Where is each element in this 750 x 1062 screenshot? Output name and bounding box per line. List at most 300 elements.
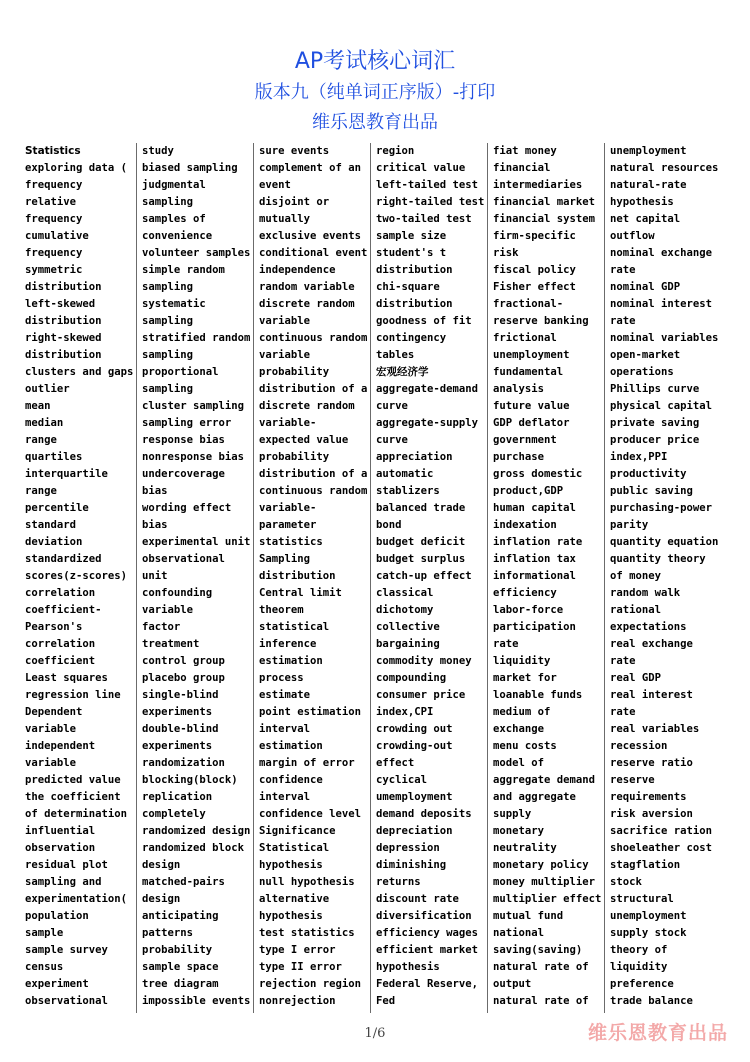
vocab-line: symmetric xyxy=(25,264,83,276)
vocab-line: nominal exchange xyxy=(610,247,713,259)
vocab-line: shoeleather cost xyxy=(610,842,713,854)
vocab-line: sampling xyxy=(142,281,194,293)
vocab-line: real interest xyxy=(610,689,693,701)
vocab-line: monetary xyxy=(493,825,545,837)
vocab-line: real GDP xyxy=(610,672,662,684)
vocab-line: crowding-out xyxy=(376,740,453,752)
vocab-line: financial system xyxy=(493,213,596,225)
vocab-line: budget surplus xyxy=(376,553,466,565)
vocab-line: open-market xyxy=(610,349,681,361)
vocab-line: model of xyxy=(493,757,545,769)
vocab-line: bias xyxy=(142,519,168,531)
vocab-line: firm-specific xyxy=(493,230,576,242)
vocab-line: cluster sampling xyxy=(142,400,245,412)
vocab-line: variable xyxy=(25,757,77,769)
vocab-line: outflow xyxy=(610,230,655,242)
vocab-line: experimentation( xyxy=(25,893,128,905)
vocab-line: inflation rate xyxy=(493,536,583,548)
vocab-line: process xyxy=(259,672,304,684)
vocab-line: correlation xyxy=(25,638,96,650)
vocab-line: curve xyxy=(376,434,408,446)
vocab-line: index,PPI xyxy=(610,451,668,463)
vocab-line: random variable xyxy=(259,281,355,293)
vocab-line: nominal interest xyxy=(610,298,713,310)
vocab-line: variable xyxy=(25,723,77,735)
vocab-line: randomized block xyxy=(142,842,245,854)
vocab-line: commodity money xyxy=(376,655,472,667)
vocab-line: risk xyxy=(493,247,519,259)
vocab-line: mean xyxy=(25,400,51,412)
vocab-line: expected value xyxy=(259,434,349,446)
vocab-line: classical xyxy=(376,587,434,599)
vocab-line: nonrejection xyxy=(259,995,336,1007)
vocab-line: unemployment xyxy=(493,349,570,361)
vocab-line: effect xyxy=(376,757,415,769)
vocab-line: liquidity xyxy=(610,961,668,973)
vocab-line: event xyxy=(259,179,291,191)
vocab-line: GDP deflator xyxy=(493,417,570,429)
vocab-line: variable xyxy=(259,349,311,361)
vocab-line: sampling xyxy=(142,383,194,395)
vocab-line: recession xyxy=(610,740,668,752)
vocab-line: diversification xyxy=(376,910,472,922)
vocab-line: labor-force xyxy=(493,604,564,616)
vocab-line: observational xyxy=(25,995,108,1007)
vocab-line: single-blind xyxy=(142,689,219,701)
vocab-line: distribution xyxy=(376,298,453,310)
vocab-line: depression xyxy=(376,842,440,854)
word-column-3 xyxy=(255,143,368,1013)
vocab-line: Significance xyxy=(259,825,336,837)
vocab-line: saving(saving) xyxy=(493,944,583,956)
vocab-line: design xyxy=(142,859,181,871)
vocab-line: structural xyxy=(610,893,674,905)
vocab-line: nominal GDP xyxy=(610,281,681,293)
vocab-line: of money xyxy=(610,570,662,582)
vocab-line: outlier xyxy=(25,383,70,395)
vocab-line: test statistics xyxy=(259,927,355,939)
vocab-line: convenience xyxy=(142,230,213,242)
vocab-line: random walk xyxy=(610,587,681,599)
vocab-line: Dependent xyxy=(25,706,83,718)
vocab-line: unemployment xyxy=(610,145,687,157)
vocab-line: bargaining xyxy=(376,638,440,650)
vocab-line: population xyxy=(25,910,89,922)
vocab-line: randomized design xyxy=(142,825,251,837)
vocab-line: Fisher effect xyxy=(493,281,576,293)
vocab-line: coefficient xyxy=(25,655,96,667)
vocab-line: aggregate-demand xyxy=(376,383,479,395)
vocab-line: confidence level xyxy=(259,808,362,820)
vocab-line: contingency xyxy=(376,332,447,344)
vocab-line: type I error xyxy=(259,944,336,956)
vocab-line: estimation xyxy=(259,740,323,752)
vocab-line: rate xyxy=(610,264,636,276)
vocab-line: appreciation xyxy=(376,451,453,463)
vocab-line: null hypothesis xyxy=(259,876,355,888)
vocab-line: conditional event xyxy=(259,247,368,259)
vocab-line: probability xyxy=(142,944,213,956)
vocab-line: placebo group xyxy=(142,672,225,684)
vocab-line: distribution xyxy=(376,264,453,276)
vocab-line: treatment xyxy=(142,638,200,650)
vocab-line: menu costs xyxy=(493,740,557,752)
vocab-line: reserve banking xyxy=(493,315,589,327)
column-divider xyxy=(253,143,254,1013)
vocab-line: consumer price xyxy=(376,689,466,701)
vocab-line: residual plot xyxy=(25,859,108,871)
vocab-line: control group xyxy=(142,655,225,667)
vocab-line: of determination xyxy=(25,808,128,820)
vocab-line: exploring data ( xyxy=(25,162,128,174)
vocab-line: experiments xyxy=(142,740,213,752)
vocab-line: purchase xyxy=(493,451,545,463)
vocab-line: unit xyxy=(142,570,168,582)
vocab-line: inference xyxy=(259,638,317,650)
word-column-1 xyxy=(21,143,134,1013)
vocab-line: parity xyxy=(610,519,649,531)
vocab-line: mutual fund xyxy=(493,910,564,922)
vocab-line: type II error xyxy=(259,961,342,973)
vocab-line: natural rate of xyxy=(493,995,589,1007)
word-column-5 xyxy=(489,143,602,1013)
vocab-line: complement of an xyxy=(259,162,362,174)
vocab-line: efficiency wages xyxy=(376,927,479,939)
vocab-line: rate xyxy=(610,655,636,667)
vocab-line: range xyxy=(25,485,57,497)
vocab-line: Phillips curve xyxy=(610,383,700,395)
vocab-line: variable xyxy=(142,604,194,616)
vocab-line: returns xyxy=(376,876,421,888)
vocab-line: exclusive events xyxy=(259,230,362,242)
vocab-line: stagflation xyxy=(610,859,681,871)
vocab-line: compounding xyxy=(376,672,447,684)
vocab-line: private saving xyxy=(610,417,700,429)
vocab-line: natural resources xyxy=(610,162,719,174)
vocab-line: neutrality xyxy=(493,842,557,854)
vocab-line: census xyxy=(25,961,64,973)
vocab-line: index,CPI xyxy=(376,706,434,718)
vocab-line: physical capital xyxy=(610,400,713,412)
vocab-line: umemployment xyxy=(376,791,453,803)
vocab-line: variable xyxy=(259,315,311,327)
vocab-line: nonresponse bias xyxy=(142,451,245,463)
vocab-line: distribution xyxy=(259,570,336,582)
vocab-line: two-tailed test xyxy=(376,213,472,225)
vocab-line: student's t xyxy=(376,247,447,259)
vocab-line: estimate xyxy=(259,689,311,701)
vocab-line: proportional xyxy=(142,366,219,378)
vocab-line: trade balance xyxy=(610,995,693,1007)
vocab-line: clusters and gaps xyxy=(25,366,134,378)
vocab-line: operations xyxy=(610,366,674,378)
vocab-line: purchasing-power xyxy=(610,502,713,514)
vocab-line: discount rate xyxy=(376,893,459,905)
word-column-2 xyxy=(138,143,251,1013)
vocab-line: net capital xyxy=(610,213,681,225)
vocab-line: cyclical xyxy=(376,774,428,786)
page-number: 1/6 xyxy=(364,1026,386,1041)
vocab-line: frictional xyxy=(493,332,557,344)
vocab-line: experimental unit xyxy=(142,536,251,548)
vocab-line: standard xyxy=(25,519,77,531)
vocab-line: quantity equation xyxy=(610,536,719,548)
vocab-line: Central limit xyxy=(259,587,342,599)
vocab-line: volunteer samples xyxy=(142,247,251,259)
vocab-line: left-tailed test xyxy=(376,179,479,191)
vocab-line: hypothesis xyxy=(259,910,323,922)
vocab-line: margin of error xyxy=(259,757,355,769)
vocab-line: indexation xyxy=(493,519,557,531)
vocab-line: right-tailed test xyxy=(376,196,485,208)
vocab-line: region xyxy=(376,145,415,157)
vocab-line: critical value xyxy=(376,162,466,174)
vocab-line: replication xyxy=(142,791,213,803)
vocab-line: distribution xyxy=(25,349,102,361)
vocab-line: national xyxy=(493,927,545,939)
vocab-line: confounding xyxy=(142,587,213,599)
vocab-line: correlation xyxy=(25,587,96,599)
vocab-line: theorem xyxy=(259,604,304,616)
vocab-line: impossible events xyxy=(142,995,251,1007)
vocab-line: relative xyxy=(25,196,77,208)
watermark-logo: 维乐恩教育出品 xyxy=(587,1022,728,1044)
vocab-line: financial market xyxy=(493,196,596,208)
vocab-line: coefficient- xyxy=(25,604,102,616)
vocab-line: supply stock xyxy=(610,927,687,939)
vocab-line: independence xyxy=(259,264,336,276)
vocab-line: undercoverage xyxy=(142,468,225,480)
vocab-line: double-blind xyxy=(142,723,219,735)
vocab-line: medium of xyxy=(493,706,551,718)
vocab-line: probability xyxy=(259,366,330,378)
vocab-line: range xyxy=(25,434,57,446)
vocab-line: aggregate-supply xyxy=(376,417,479,429)
vocab-line: patterns xyxy=(142,927,194,939)
vocab-line: median xyxy=(25,417,64,429)
vocab-line: interval xyxy=(259,791,311,803)
vocab-line: natural rate of xyxy=(493,961,589,973)
vocab-line: theory of xyxy=(610,944,668,956)
vocab-line: hypothesis xyxy=(376,961,440,973)
vocab-line: diminishing xyxy=(376,859,447,871)
vocab-line: stock xyxy=(610,876,642,888)
vocab-line: quantity theory xyxy=(610,553,706,565)
vocab-line: expectations xyxy=(610,621,687,633)
vocab-line: output xyxy=(493,978,532,990)
vocab-line: analysis xyxy=(493,383,545,395)
vocab-line: sampling xyxy=(142,349,194,361)
vocab-line: distribution xyxy=(25,315,102,327)
vocab-line: loanable funds xyxy=(493,689,583,701)
vocab-line: variable- xyxy=(259,417,317,429)
vocab-line: rate xyxy=(610,315,636,327)
vocab-line: natural-rate xyxy=(610,179,687,191)
vocab-line: experiments xyxy=(142,706,213,718)
vocab-line: predicted value xyxy=(25,774,121,786)
vocab-line: collective xyxy=(376,621,440,633)
vocab-line: interval xyxy=(259,723,311,735)
vocab-line: discrete random xyxy=(259,400,355,412)
publisher-line: 维乐恩教育出品 xyxy=(312,112,438,133)
word-column-6 xyxy=(606,143,719,1013)
vocab-line: rational xyxy=(610,604,662,616)
vocab-line: discrete random xyxy=(259,298,355,310)
vocab-line: informational xyxy=(493,570,576,582)
vocab-line: sample size xyxy=(376,230,447,242)
vocab-line: sample xyxy=(25,927,64,939)
vocab-line: tables xyxy=(376,349,415,361)
vocab-line: scores(z-scores) xyxy=(25,570,128,582)
vocab-line: rate xyxy=(493,638,519,650)
vocab-line: participation xyxy=(493,621,576,633)
vocab-line: hypothesis xyxy=(610,196,674,208)
vocab-line: experiment xyxy=(25,978,89,990)
vocab-line: Pearson's xyxy=(25,621,83,633)
vocab-line: blocking(block) xyxy=(142,774,238,786)
vocab-line: reserve xyxy=(610,774,655,786)
vocab-line: sample space xyxy=(142,961,219,973)
vocab-line: budget deficit xyxy=(376,536,466,548)
vocab-line: balanced trade xyxy=(376,502,466,514)
vocab-line: frequency xyxy=(25,213,83,225)
vocab-line: distribution of a xyxy=(259,468,368,480)
vocab-line: catch-up effect xyxy=(376,570,472,582)
vocab-line: sampling xyxy=(142,315,194,327)
vocab-line: fractional- xyxy=(493,298,564,310)
vocab-line: efficiency xyxy=(493,587,557,599)
vocab-line: fiscal policy xyxy=(493,264,576,276)
vocab-line: stratified random xyxy=(142,332,251,344)
vocab-line: real variables xyxy=(610,723,700,735)
vocab-line: estimation xyxy=(259,655,323,667)
vocab-line: Statistical xyxy=(259,842,330,854)
vocab-line: bond xyxy=(376,519,402,531)
vocab-line: randomization xyxy=(142,757,225,769)
document-subtitle: 版本九（纯单词正序版）-打印 xyxy=(254,82,496,103)
vocab-line: reserve ratio xyxy=(610,757,693,769)
vocab-line: fiat money xyxy=(493,145,557,157)
vocab-line: demand deposits xyxy=(376,808,472,820)
vocab-line: government xyxy=(493,434,557,446)
vocab-line: Federal Reserve, xyxy=(376,978,479,990)
document-title: AP考试核心词汇 xyxy=(294,49,456,74)
vocab-line: observational xyxy=(142,553,225,565)
vocab-line: quartiles xyxy=(25,451,83,463)
vocab-line: factor xyxy=(142,621,181,633)
vocab-line: statistics xyxy=(259,536,323,548)
vocab-line: design xyxy=(142,893,181,905)
vocab-line: goodness of fit xyxy=(376,315,472,327)
vocab-line: study xyxy=(142,145,174,157)
vocab-line: Least squares xyxy=(25,672,108,684)
vocab-line: preference xyxy=(610,978,674,990)
vocab-line: inflation tax xyxy=(493,553,576,565)
vocab-line: sure events xyxy=(259,145,330,157)
vocab-line: real exchange xyxy=(610,638,693,650)
column-divider xyxy=(370,143,371,1013)
vocab-line: rejection region xyxy=(259,978,362,990)
vocab-line: matched-pairs xyxy=(142,876,225,888)
vocab-line: human capital xyxy=(493,502,576,514)
vocab-line: point estimation xyxy=(259,706,362,718)
vocab-line: standardized xyxy=(25,553,102,565)
vocab-line: Statistics xyxy=(25,145,81,157)
vocab-line: producer price xyxy=(610,434,700,446)
vocab-line: variable- xyxy=(259,502,317,514)
vocab-line: dichotomy xyxy=(376,604,434,616)
vocab-line: tree diagram xyxy=(142,978,219,990)
vocab-line: monetary policy xyxy=(493,859,589,871)
vocab-line: probability xyxy=(259,451,330,463)
column-divider xyxy=(487,143,488,1013)
vocab-line: influential xyxy=(25,825,96,837)
vocab-line: future value xyxy=(493,400,570,412)
vocab-line: Sampling xyxy=(259,553,311,565)
vocab-line: sampling and xyxy=(25,876,102,888)
vocab-line: bias xyxy=(142,485,168,497)
vocab-line: distribution of a xyxy=(259,383,368,395)
vocab-line: public saving xyxy=(610,485,693,497)
vocab-line: confidence xyxy=(259,774,323,786)
vocab-line: distribution xyxy=(25,281,102,293)
word-column-4 xyxy=(372,143,485,1013)
vocab-line: aggregate demand xyxy=(493,774,596,786)
vocab-line: nominal variables xyxy=(610,332,719,344)
vocab-line: deviation xyxy=(25,536,83,548)
vocab-line: regression line xyxy=(25,689,121,701)
vocab-line: left-skewed xyxy=(25,298,96,310)
vocab-line: intermediaries xyxy=(493,179,583,191)
vocab-line: independent xyxy=(25,740,96,752)
vocab-line: anticipating xyxy=(142,910,219,922)
vocab-line: requirements xyxy=(610,791,687,803)
vocab-line: Fed xyxy=(376,995,396,1007)
vocab-line: interquartile xyxy=(25,468,108,480)
vocab-line: money multiplier xyxy=(493,876,596,888)
vocab-line: stablizers xyxy=(376,485,440,497)
vocab-line: productivity xyxy=(610,468,687,480)
vocab-line: judgmental xyxy=(142,179,206,191)
vocab-line: curve xyxy=(376,400,408,412)
vocab-line: hypothesis xyxy=(259,859,323,871)
vocab-line: sampling error xyxy=(142,417,232,429)
vocab-line: sampling xyxy=(142,196,194,208)
vocab-line: right-skewed xyxy=(25,332,102,344)
vocab-line: wording effect xyxy=(142,502,232,514)
vocab-line: systematic xyxy=(142,298,206,310)
vocab-line: alternative xyxy=(259,893,330,905)
vocab-line: automatic xyxy=(376,468,434,480)
vocab-line: fundamental xyxy=(493,366,564,378)
vocab-line: samples of xyxy=(142,213,206,225)
vocab-line: continuous random xyxy=(259,332,368,344)
vocab-line: statistical xyxy=(259,621,330,633)
vocab-line: sacrifice ration xyxy=(610,825,713,837)
vocab-line: simple random xyxy=(142,264,225,276)
vocab-line: frequency xyxy=(25,179,83,191)
vocab-line: depreciation xyxy=(376,825,453,837)
vocab-line: financial xyxy=(493,162,551,174)
vocab-line: rate xyxy=(610,706,636,718)
vocab-line: 宏观经济学 xyxy=(376,366,429,378)
vocab-line: biased sampling xyxy=(142,162,238,174)
vocab-line: response bias xyxy=(142,434,225,446)
vocab-line: percentile xyxy=(25,502,89,514)
vocab-line: completely xyxy=(142,808,206,820)
vocab-line: supply xyxy=(493,808,532,820)
vocab-line: multiplier effect xyxy=(493,893,602,905)
